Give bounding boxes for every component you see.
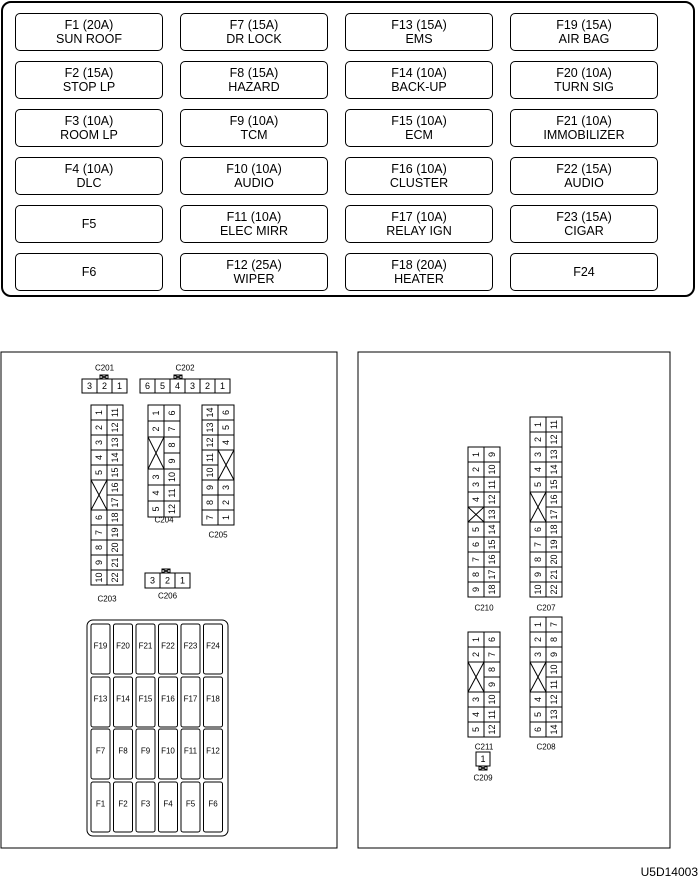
pin-number: 20: [110, 542, 120, 553]
pin-number: 10: [549, 664, 559, 675]
fuse-slot-label: F23: [183, 641, 198, 651]
connector-label: C204: [154, 515, 174, 525]
pin-number: 8: [549, 636, 559, 643]
pin-number: 6: [144, 381, 151, 391]
pin-number: 3: [221, 484, 231, 491]
pin-number: 8: [94, 544, 104, 551]
fuse-name: F23 (15A): [556, 210, 612, 224]
fuse-name: F21 (10A): [556, 114, 612, 128]
fuse-name: F3 (10A): [64, 114, 114, 128]
fuse-cell: [180, 13, 328, 51]
pin-number: 1: [151, 410, 161, 416]
fuse-name: F5: [81, 217, 97, 231]
pin-number: 12: [110, 422, 120, 433]
fuse-slot-label: F11: [183, 746, 198, 756]
fuse-slot-label: F15: [138, 694, 153, 704]
pin-number: 1: [533, 621, 543, 628]
pin-number: 17: [110, 497, 120, 508]
fuse-block-outline: [87, 620, 228, 836]
pin-number: 4: [151, 490, 161, 496]
fuse-cell: [15, 109, 163, 147]
fuse-name: F11 (10A): [226, 210, 282, 224]
pin-number: 12: [487, 724, 497, 735]
fuse-name: F15 (10A): [391, 114, 447, 128]
fuse-slot-label: F7: [95, 746, 106, 756]
fuse-cell: [510, 13, 658, 51]
pin-number: 4: [94, 454, 104, 461]
pin-number: 16: [110, 482, 120, 493]
pin-number: 1: [533, 421, 543, 428]
pin-number: 3: [86, 381, 93, 391]
pin-number: 6: [533, 726, 543, 733]
pin-number: 7: [471, 556, 481, 563]
pin-number: 22: [110, 572, 120, 583]
fuse-cell: [15, 157, 163, 195]
fuse-cell: [180, 205, 328, 243]
pin-number: 7: [487, 651, 497, 658]
fuse-function: DLC: [76, 176, 102, 190]
pin-number: 13: [110, 437, 120, 448]
fuse-name: F1 (20A): [64, 18, 114, 32]
pin-number: 21: [110, 557, 120, 568]
pin-number: 11: [167, 488, 177, 498]
pin-number: 2: [471, 651, 481, 658]
connector-label: C211: [474, 742, 494, 752]
diagram-code: U5D14003: [640, 865, 698, 879]
fuse-name: F24: [573, 265, 595, 279]
fuse-name: F13 (15A): [391, 18, 447, 32]
pin-number: 3: [189, 381, 196, 391]
fuse-cell: [510, 205, 658, 243]
fuse-function: AIR BAG: [558, 32, 610, 46]
pin-number: 14: [205, 407, 215, 418]
pin-number: 14: [110, 452, 120, 463]
pin-number: 10: [487, 464, 497, 475]
pin-number: 5: [94, 469, 104, 476]
fuse-function: STOP LP: [62, 80, 116, 94]
pin-number: 13: [487, 509, 497, 520]
fuse-slot-label: F22: [161, 641, 175, 651]
pin-number: 14: [549, 464, 559, 475]
fuse-name: F8 (15A): [229, 66, 279, 80]
pin-number: 9: [471, 586, 481, 593]
pin-number: 19: [549, 539, 559, 550]
pin-number: 5: [533, 481, 543, 488]
fuse-function: AUDIO: [564, 176, 604, 190]
pin-number: 4: [471, 711, 481, 718]
fuse-name: F18 (20A): [391, 258, 447, 272]
fuse-name: F17 (10A): [391, 210, 447, 224]
pin-number: 5: [221, 424, 231, 431]
fuse-cell: [15, 13, 163, 51]
pin-number: 9: [205, 484, 215, 491]
pin-number: 1: [219, 381, 226, 391]
fuse-slot-label: F4: [163, 799, 173, 809]
pin-number: 3: [149, 575, 156, 586]
connector-label: C207: [536, 603, 556, 613]
pin-number: 3: [533, 651, 543, 658]
pin-number: 9: [533, 571, 543, 578]
pin-number: 12: [205, 437, 215, 448]
pin-number: 3: [471, 481, 481, 488]
fuse-function: SUN ROOF: [56, 32, 122, 46]
pin-number: 11: [487, 709, 497, 720]
pin-number: 1: [179, 575, 186, 586]
pin-number: 9: [487, 451, 497, 458]
fuse-cell: [345, 13, 493, 51]
fuse-cell: [180, 109, 328, 147]
pin-number: 11: [205, 452, 215, 463]
fuse-name: F4 (10A): [64, 162, 114, 176]
fuse-name: F6: [81, 265, 97, 279]
pin-number: 4: [471, 496, 481, 503]
fuse-slot-label: F3: [140, 799, 151, 809]
pin-number: 2: [204, 381, 211, 391]
pin-number: 4: [533, 696, 543, 703]
pin-number: 1: [116, 381, 123, 391]
pin-number: 12: [487, 494, 497, 505]
pin-number: 4: [533, 466, 543, 473]
pin-number: 5: [471, 726, 481, 733]
fuse-slot-label: F9: [140, 746, 151, 756]
pin-number: 21: [549, 569, 559, 580]
pin-number: 10: [533, 584, 543, 595]
pin-number: 15: [549, 479, 559, 490]
pin-number: 1: [471, 636, 481, 643]
pin-number: 5: [159, 381, 166, 391]
fuse-slot-label: F19: [93, 641, 108, 651]
fuse-slot-label: F13: [93, 694, 108, 704]
connector-label: C201: [94, 363, 115, 373]
fuse-function: BACK-UP: [391, 80, 447, 94]
pin-number: 13: [549, 709, 559, 720]
fuse-function: CIGAR: [564, 224, 604, 238]
connector-label: C208: [536, 742, 556, 752]
pin-number: 19: [110, 527, 120, 538]
pin-number: 20: [549, 554, 559, 565]
connector-label: C206: [157, 591, 178, 601]
fuse-cell: [510, 61, 658, 99]
fuse-cell: [15, 253, 163, 291]
pin-number: 4: [174, 381, 181, 391]
fuse-function: ECM: [405, 128, 433, 142]
pin-number: 14: [487, 524, 497, 535]
fuse-slot-label: F6: [208, 799, 218, 809]
fuse-slot-label: F2: [118, 799, 128, 809]
fuse-function: HEATER: [394, 272, 444, 286]
fuse-function: IMMOBILIZER: [543, 128, 625, 142]
pin-number: 9: [167, 458, 177, 464]
pin-number: 22: [549, 584, 559, 595]
pin-number: 9: [94, 559, 104, 566]
pin-number: 8: [167, 442, 177, 448]
pin-number: 17: [549, 509, 559, 520]
connector-label: C203: [97, 594, 117, 604]
pin-number: 2: [533, 636, 543, 643]
pin-number: 13: [205, 422, 215, 433]
pin-number: 15: [110, 467, 120, 478]
pin-number: 6: [471, 541, 481, 548]
fuse-cell: [180, 61, 328, 99]
pin-number: 7: [533, 541, 543, 548]
fuse-name: F19 (15A): [556, 18, 612, 32]
pin-number: 3: [471, 696, 481, 703]
fuse-cell: [345, 109, 493, 147]
fuse-slot-label: F1: [95, 799, 106, 809]
pin-number: 11: [487, 479, 497, 490]
fuse-function: HAZARD: [228, 80, 280, 94]
fuse-cell: [345, 157, 493, 195]
fuse-cell: [510, 157, 658, 195]
pin-number: 12: [167, 503, 177, 515]
pin-number: 7: [94, 529, 104, 536]
pin-number: 18: [487, 584, 497, 595]
pin-number: 1: [94, 409, 104, 416]
fuse-function: AUDIO: [234, 176, 274, 190]
fuse-cell: [345, 205, 493, 243]
pin-number: 2: [164, 575, 171, 586]
pin-number: 15: [487, 539, 497, 550]
fuse-panel-label: [1, 1, 695, 297]
pin-number: 5: [151, 506, 161, 512]
fuse-function: WIPER: [233, 272, 275, 286]
connector-label: C210: [474, 603, 494, 613]
pin-number: 10: [205, 467, 215, 478]
fuse-name: F7 (15A): [229, 18, 279, 32]
fuse-slot-label: F5: [185, 799, 196, 809]
pin-number: 7: [549, 621, 559, 628]
pin-number: 6: [533, 526, 543, 533]
pin-number: 1: [221, 514, 231, 521]
pin-number: 3: [94, 439, 104, 446]
pin-number: 12: [549, 434, 559, 445]
fuse-cell: [510, 253, 658, 291]
pin-number: 6: [221, 409, 231, 416]
fuse-cell: [15, 205, 163, 243]
fuse-function: TCM: [240, 128, 268, 142]
pin-number: 2: [94, 424, 104, 431]
pin-number: 5: [471, 526, 481, 533]
pin-number: 1: [480, 754, 486, 764]
pin-number: 18: [110, 512, 120, 523]
pin-number: 10: [94, 572, 104, 583]
fuse-name: F9 (10A): [229, 114, 279, 128]
pin-number: 16: [549, 494, 559, 505]
pin-number: 2: [471, 466, 481, 473]
fuse-slot-label: F10: [161, 746, 175, 756]
pin-number: 10: [167, 471, 177, 483]
pin-number: 10: [487, 694, 497, 705]
pin-number: 13: [549, 449, 559, 460]
fuse-cell: [180, 157, 328, 195]
fuse-cell: [345, 253, 493, 291]
fuse-function: ROOM LP: [60, 128, 118, 142]
pin-number: 2: [533, 436, 543, 443]
pin-number: 8: [533, 556, 543, 563]
fuse-name: F20 (10A): [556, 66, 612, 80]
fuse-slot-label: F8: [118, 746, 128, 756]
pin-number: 6: [94, 514, 104, 521]
pin-number: 2: [221, 499, 231, 506]
connector-label: C209: [473, 773, 493, 783]
pin-number: 9: [487, 681, 497, 688]
pin-number: 17: [487, 569, 497, 580]
connector-label: C205: [208, 530, 228, 540]
pin-number: 11: [110, 407, 120, 418]
fuse-name: F22 (15A): [556, 162, 612, 176]
fuse-slot-label: F20: [116, 641, 130, 651]
pin-number: 3: [533, 451, 543, 458]
fuse-function: EMS: [405, 32, 433, 46]
fuse-slot-label: F14: [116, 694, 130, 704]
fuse-slot-label: F18: [206, 694, 220, 704]
pin-number: 4: [221, 439, 231, 446]
pin-number: 11: [549, 679, 559, 690]
pin-number: 1: [471, 451, 481, 458]
pin-number: 16: [487, 554, 497, 565]
connector-diagram: [0, 345, 700, 855]
pin-number: 8: [471, 571, 481, 578]
pin-number: 8: [487, 666, 497, 673]
fuse-function: CLUSTER: [389, 176, 449, 190]
fuse-slot-label: F17: [183, 694, 198, 704]
fuse-slot-label: F12: [206, 746, 220, 756]
pin-number: 6: [487, 636, 497, 643]
fuse-name: F12 (25A): [226, 258, 282, 272]
pin-number: 18: [549, 524, 559, 535]
connector-label: C202: [175, 363, 195, 373]
fuse-name: F16 (10A): [391, 162, 447, 176]
pin-number: 5: [533, 711, 543, 718]
fuse-slot-label: F16: [161, 694, 175, 704]
pin-number: 6: [167, 410, 177, 416]
fuse-cell: [510, 109, 658, 147]
fuse-function: ELEC MIRR: [219, 224, 289, 238]
fuse-name: F10 (10A): [226, 162, 282, 176]
fuse-slot-label: F21: [138, 641, 153, 651]
pin-number: 2: [101, 381, 108, 391]
fuse-function: TURN SIG: [554, 80, 614, 94]
fuse-name: F14 (10A): [391, 66, 447, 80]
pin-number: 7: [205, 514, 215, 521]
fuse-function: DR LOCK: [226, 32, 282, 46]
pin-number: 7: [167, 426, 177, 432]
pin-number: 9: [549, 651, 559, 658]
fuse-slot-label: F24: [206, 641, 220, 651]
pin-number: 8: [205, 499, 215, 506]
fuse-name: F2 (15A): [64, 66, 114, 80]
pin-number: 12: [549, 694, 559, 705]
fuse-function: RELAY IGN: [386, 224, 452, 238]
fuse-cell: [345, 61, 493, 99]
pin-number: 14: [549, 724, 559, 735]
pin-number: 11: [549, 419, 559, 430]
fuse-cell: [15, 61, 163, 99]
fuse-cell: [180, 253, 328, 291]
pin-number: 3: [151, 474, 161, 480]
pin-number: 2: [151, 426, 161, 432]
right-box-frame: [358, 352, 670, 848]
